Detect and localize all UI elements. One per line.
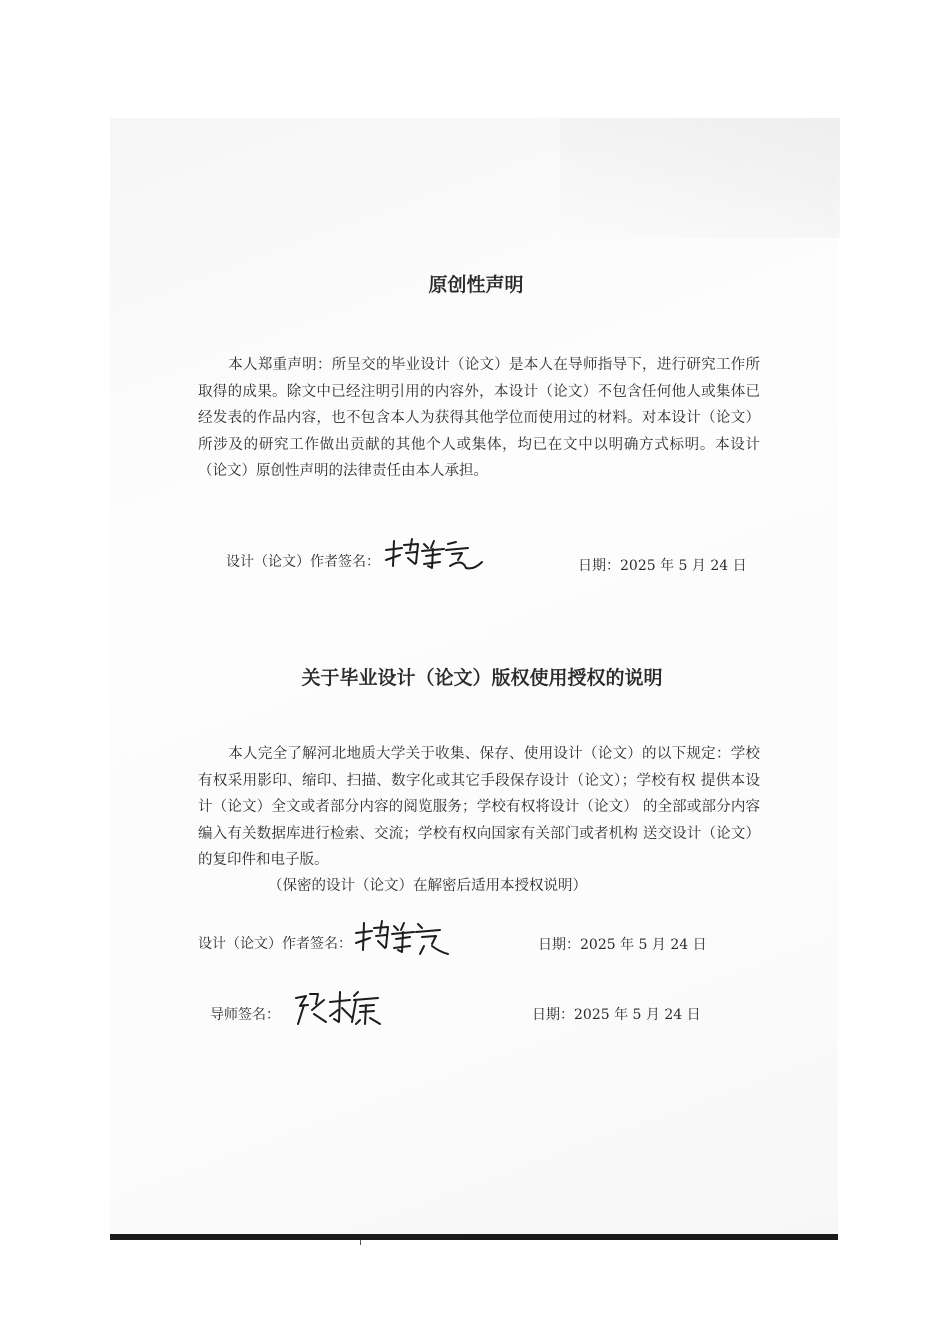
authorization-title: 关于毕业设计（论文）版权使用授权的说明 [301, 667, 663, 689]
authorization-body [198, 741, 760, 874]
declaration-body [198, 352, 760, 485]
authorization-advisor-date-label: 日期： [532, 1007, 574, 1023]
authorization-advisor-signature-label: 导师签名： [210, 1007, 280, 1023]
authorization-body-text: 本人完全了解河北地质大学关于收集、保存、使用设计（论文）的以下规定：学校有权采用影印、缩印、扫描、数字化或其它手段保存设计（论文）；学校有权 提供本设计（论文）全文或者部分内容的阅览服务；学校有权将设计（论文） 的全部或部分内容编入有关数据库进行检索、交流；学校有权向国家有关部门或者机构 送交设计（论文）的复印件和电子版。 [198, 746, 760, 868]
scan-bottom-edge [110, 1234, 838, 1240]
declaration-date [578, 555, 747, 575]
declaration-body-text: 本人郑重声明：所呈交的毕业设计（论文）是本人在导师指导下，进行研究工作所取得的成果。除文中已经注明引用的内容外，本设计（论文）不包含任何他人或集体已经发表的作品内容，也不包含本人为获得其他学位而使用过的材料。对本设计（论文）所涉及的研究工作做出贡献的其他个人或集体，均已在文中以明确方式标明。本设计（论文）原创性声明的法律责任由本人承担。 [198, 357, 760, 479]
declaration-date-value: 2025 年 5 月 24 日 [620, 558, 747, 574]
page-fold-shadow [560, 118, 840, 238]
authorization-advisor-date [532, 1004, 701, 1024]
authorization-author-date [538, 934, 707, 954]
declaration-signature-label: 设计（论文）作者签名： [226, 554, 380, 570]
authorization-advisor-date-value: 2025 年 5 月 24 日 [574, 1007, 701, 1023]
authorization-author-signature [352, 918, 452, 958]
scan-bottom-tick [360, 1240, 361, 1245]
authorization-author-date-label: 日期： [538, 937, 580, 953]
declaration-date-label: 日期： [578, 558, 620, 574]
declaration-author-signature [382, 536, 486, 574]
authorization-note: （保密的设计（论文）在解密后适用本授权说明） [268, 878, 587, 894]
authorization-advisor-signature [290, 988, 386, 1028]
authorization-author-signature-label: 设计（论文）作者签名： [198, 936, 352, 952]
authorization-author-date-value: 2025 年 5 月 24 日 [580, 937, 707, 953]
declaration-title: 原创性声明 [428, 274, 524, 296]
